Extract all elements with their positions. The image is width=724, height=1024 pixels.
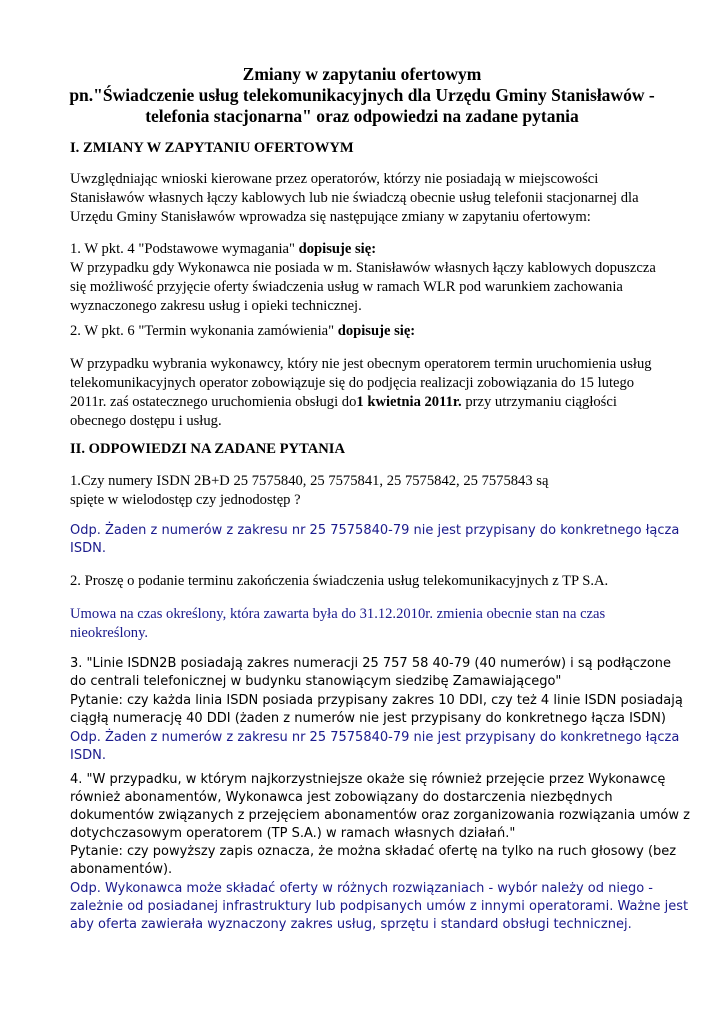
answer-4 [70,880,689,934]
title-line-3: telefonia stacjonarna" oraz odpowiedzi na zadane pytania [145,106,579,126]
change-2-date: 1 kwietnia 2011r. [356,394,462,410]
question-3-detail-line: Pytanie: czy każda linia ISDN posiada przypisany zakres 10 DDI, czy też 4 linie ISDN posiadają [70,693,683,708]
change-2-line: telekomunikacyjnych operator zobowiązuje się do podjęcia realizacji zobowiązania do 15 lutego [70,375,635,391]
answer-3 [70,729,680,765]
answer-4-line: zależnie od posiadanej infrastruktury lub podpisanych umów z innymi operatorami. Ważne jest [70,899,689,914]
answer-3-line: ISDN. [70,748,106,763]
change-1-line: wyznaczonego zakresu usług i opieki technicznej. [70,298,362,314]
section-1-heading: I. ZMIANY W ZAPYTANIU OFERTOWYM [70,140,354,156]
change-1-line: W przypadku gdy Wykonawca nie posiada w m. Stanisławów własnych łączy kablowych dopuszcza [70,260,656,276]
answer-1-line: ISDN. [70,541,106,556]
question-3 [70,655,670,691]
answer-4-line: Odp. Wykonawca może składać oferty w różnych rozwiązaniach - wybór należy od niego - [70,881,653,896]
question-1-line: spięte w wielodostęp czy jednodostęp ? [70,492,301,508]
question-3-line: 3. "Linie ISDN2B posiadają zakres numeracji 25 757 58 40-79 (40 numerów) i są podłączone [70,656,672,671]
question-1 [70,472,670,510]
change-2-line3-post: przy utrzymaniu ciągłości [461,394,617,410]
intro-line: Urzędu Gminy Stanisławów wprowadza się następujące zmiany w zapytaniu ofertowym: [70,209,591,225]
answer-2-line: nieokreślony. [70,625,149,641]
change-2-heading [70,322,670,341]
question-4-detail-line: Pytanie: czy powyższy zapis oznacza, że można składać ofertę na tylko na ruch głosowy (bez [70,844,677,859]
question-4-detail [70,843,677,879]
title-line-1: Zmiany w zapytaniu ofertowym [242,64,482,84]
change-1-line: się możliwość przyjęcie oferty świadczenia usług w ramach WLR pod warunkiem zachowania [70,279,623,295]
answer-3-line: Odp. Żaden z numerów z zakresu nr 25 7575840-79 nie jest przypisany do konkretnego łącza [70,730,680,745]
change-2-body [70,355,670,431]
change-1-bold: dopisuje się: [298,241,377,257]
change-2-line: obecnego dostępu i usług. [70,413,222,429]
title-line-2: pn."Świadczenie usług telekomunikacyjnych dla Urzędu Gminy Stanisławów - [69,85,655,105]
intro-paragraph [70,170,670,227]
answer-2-line: Umowa na czas określony, która zawarta była do 31.12.2010r. zmienia obecnie stan na czas [70,606,606,622]
question-4-detail-line: abonamentów). [70,862,173,877]
answer-1-line: Odp. Żaden z numerów z zakresu nr 25 7575840-79 nie jest przypisany do konkretnego łącza [70,523,680,538]
answer-1 [70,522,680,558]
question-4-line: również abonamentów, Wykonawca jest zobowiązany do dostarczenia niezbędnych [70,790,613,805]
change-2-prefix: 2. W pkt. 6 "Termin wykonania zamówienia" [70,323,338,339]
change-2-line: W przypadku wybrania wykonawcy, który nie jest obecnym operatorem termin uruchomienia usług [70,356,652,372]
question-1-line: 1.Czy numery ISDN 2B+D 25 7575840, 25 7575841, 25 7575842, 25 7575843 są [70,473,549,489]
question-4-line: dotychczasowym operatorem (TP S.A.) w ramach własnych działań." [70,826,516,841]
section-2-heading: II. ODPOWIEDZI NA ZADANE PYTANIA [70,441,346,457]
change-1 [70,240,670,316]
intro-line: Uwzględniając wnioski kierowane przez operatorów, którzy nie posiadają w miejscowości [70,171,599,187]
change-2-bold: dopisuje się: [337,323,416,339]
question-2: 2. Proszę o podanie terminu zakończenia świadczenia usług telekomunikacyjnych z TP S.A. [70,573,609,589]
question-3-line: do centrali telefonicznej w budynku stanowiącym siedzibę Zamawiającego" [70,674,562,689]
answer-4-line: aby oferta zawierała wyznaczony zakres usług, sprzętu i standard obsługi technicznej. [70,917,632,932]
change-2-line [70,393,670,412]
change-1-prefix: 1. W pkt. 4 "Podstawowe wymagania" [70,241,299,257]
question-4 [70,771,690,843]
question-4-line: 4. "W przypadku, w którym najkorzystniejsze okaże się również przejęcie przez Wykonawcę [70,772,666,787]
question-4-line: dokumentów związanych z przejęciem abonamentów oraz zorganizowania rozwiązania umów z [70,808,690,823]
change-1-heading [70,240,670,259]
question-3-detail-line: ciągłą numerację 40 DDI (żaden z numerów nie jest przypisany do konkretnego łącza ISDN) [70,711,666,726]
question-3-detail [70,692,683,728]
intro-line: Stanisławów własnych łączy kablowych lub nie świadczą obecnie usług telefonii stacjonarnej dla [70,190,639,206]
answer-2 [70,605,670,643]
document-title [60,64,664,127]
change-2-line3-pre: 2011r. zaś ostatecznego uruchomienia obsługi do [70,394,357,410]
